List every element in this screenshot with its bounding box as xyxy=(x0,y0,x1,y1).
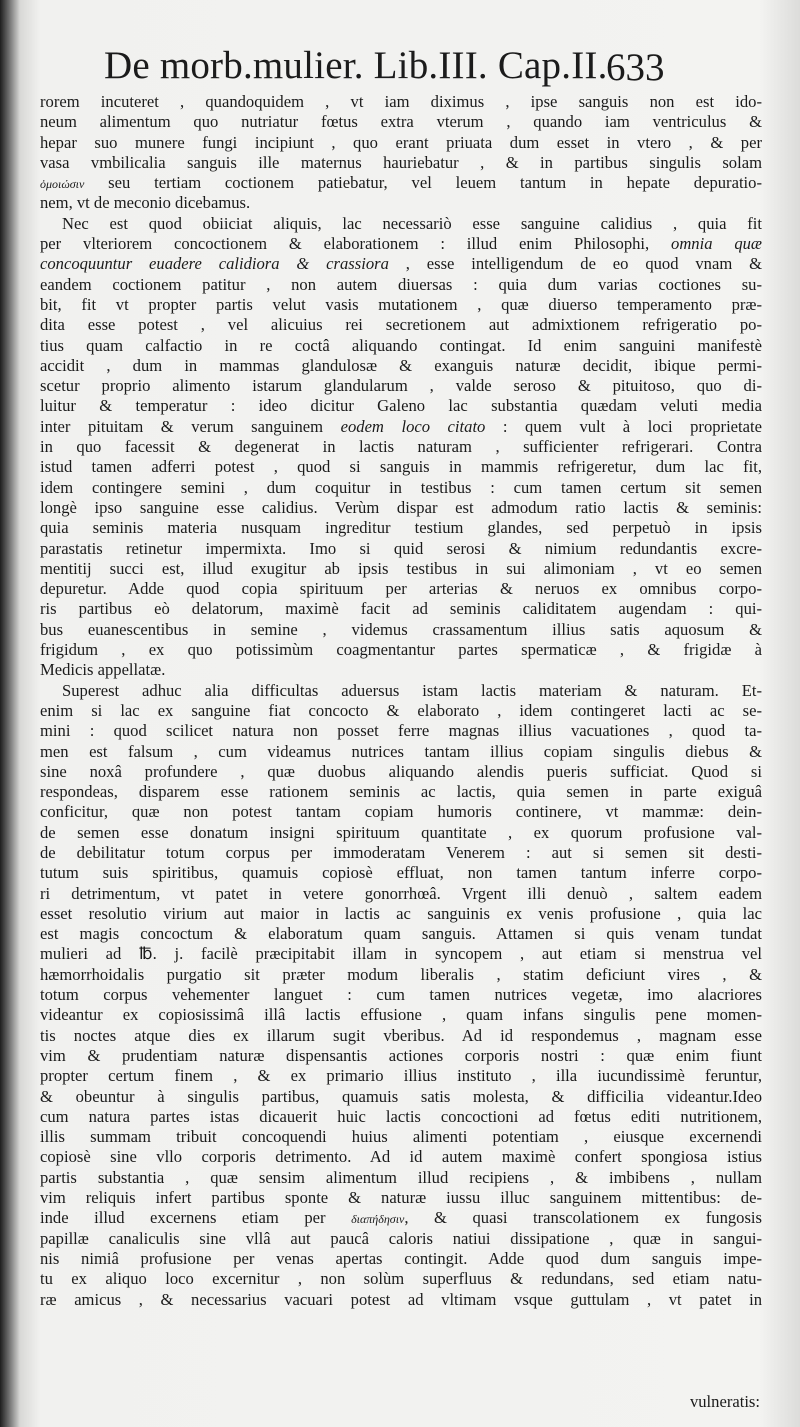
text-fragment: : quem vult à loci proprietate xyxy=(502,416,762,436)
text-fragment: seu tertiam coctionem patiebatur, vel leuem tantum in hepate depuratio- xyxy=(108,173,762,193)
catchword: vulneratis: xyxy=(689,1392,760,1411)
italic-quote: concoquuntur euadere calidiora & crassiora xyxy=(40,254,389,274)
text-line: istud tamen adferri potest , quod si sanguis in mammis refrigeretur, dum lac fit, xyxy=(40,457,762,477)
greek-word: διαπήδησιν xyxy=(351,1212,405,1227)
text-line: est magis concoctum & elaboratum quam sanguis. Attamen si quis venam tundat xyxy=(40,924,762,944)
page-header xyxy=(0,40,800,90)
greek-word: ὁμοιώσιν xyxy=(40,177,85,192)
italic-quote: omnia quæ xyxy=(671,234,762,254)
text-line: hepar suo munere fungi incipiunt , quo erant priuata dum esset in vtero , & per xyxy=(40,132,762,152)
text-line: Superest adhuc alia difficultas aduersus istam lactis materiam & naturam. Et- xyxy=(62,680,762,700)
text-line: parastatis retinetur impermixta. Imo si quid serosi & nimium redundantis excre- xyxy=(40,538,762,558)
running-title: De morb.mulier. Lib.III. Cap.II. xyxy=(104,44,608,87)
text-line: tius quam calfactio in re coctâ aliquando contingat. Id enim sanguini manifestè xyxy=(40,335,762,355)
text-line: vim & prudentiam naturæ dispensantis actiones corporis nostri : quæ enim fiunt xyxy=(40,1045,762,1065)
body-text xyxy=(40,92,762,1310)
text-line: bus euanescentibus in semine , videmus crassamentum illius satis aquosum & xyxy=(40,619,762,639)
text-line: hæmorrhoidalis purgatio sit præter modum liberalis , statim deficiunt vires , & xyxy=(40,964,762,984)
text-line: vim reliquis infert partibus sponte & naturæ iussu illuc sanguinem mittentibus: de- xyxy=(40,1188,762,1208)
text-line: totum corpus vehementer languet : cum tamen nutrices vegetæ, imo alacriores xyxy=(40,985,762,1005)
text-fragment: per vlteriorem concoctionem & elaborationem : illud enim Philosophi, xyxy=(40,234,650,254)
text-line: illis summam tribuit concoquendi huius alimenti potentiam , eiusque excernendi xyxy=(40,1127,762,1147)
text-line: conficitur, quæ non potest tantam copiam humoris continere, vt mammæ: dein- xyxy=(40,802,762,822)
text-line: bit, fit vt propter partis velut vasis mutationem , quæ diuerso temperamento præ- xyxy=(40,294,762,314)
text-line: dita esse potest , vel alicuius rei secretionem aut admixtionem refrigeratio po- xyxy=(40,315,762,335)
text-line: videantur ex copiosissimâ illâ lactis effusione , quam infans singulis pene momen- xyxy=(40,1005,762,1025)
text-line: tu ex aliquo loco excernitur , non solùm superfluus & redundans, sed etiam natu- xyxy=(40,1269,762,1289)
text-line: propter certum finem , & ex primario illius instituto , illa iucundissimè feruntur, xyxy=(40,1066,762,1086)
text-line: nem, vt de meconio dicebamus. xyxy=(40,193,251,213)
text-line: vasa vmbilicalia sanguis ille maternus hauriebatur , & in partibus singulis solam xyxy=(40,152,762,172)
text-line: mini : quod scilicet natura non posset ferre magnas illius vacuationes , quod ta- xyxy=(40,721,762,741)
text-line: quia seminis materia nusquam ingreditur testium glandes, sed perpetuò in ipsis xyxy=(40,518,762,538)
text-line: Nec est quod obiiciat aliquis, lac necessariò esse sanguine calidius , quia fit xyxy=(62,213,762,233)
text-fragment: , & quasi transcolationem ex fungosis xyxy=(404,1208,762,1228)
text-line: copiosè sine vllo corporis detrimento. Ad id autem maximè confert spongiosa istius xyxy=(40,1147,762,1167)
text-line: enim si lac ex sanguine fiat concocto & elaborato , idem contingeret lacti ac se- xyxy=(40,700,762,720)
page-number: 633 xyxy=(606,46,665,89)
text-line: & obeuntur à singulis partibus, quamuis satis molesta, & difficilia videantur.Ideo xyxy=(40,1086,762,1106)
text-line: sine noxâ profundere , quæ duobus aliquando alendis pueris sufficiat. Quod si xyxy=(40,761,762,781)
text-line: longè ipso sanguine esse calidius. Verùm dispar est admodum ratio lactis & seminis: xyxy=(40,497,762,517)
text-line: men est falsum , cum videamus nutrices tantam illius copiam singulis diebus & xyxy=(40,741,762,761)
text-fragment: inde illud excernens etiam per xyxy=(40,1208,326,1228)
text-line: Medicis appellatæ. xyxy=(40,660,166,680)
text-line: papillæ canaliculis sine vllâ aut paucâ caloris natiui dissipatione , quæ in sangui- xyxy=(40,1228,762,1248)
text-line: tis noctes atque dies ex illarum sugit vberibus. Ad id respondemus , magnam esse xyxy=(40,1025,762,1045)
text-line: frigidum , ex quo potissimùm coagmentantur partes spermaticæ , & frigidæ à xyxy=(40,640,762,660)
text-line: tutum suis spiritibus, quamuis copiosè effluat, non tamen tantum inferre corpo- xyxy=(40,863,762,883)
text-line xyxy=(40,173,762,193)
text-line: in quo facessit & degenerat in lactis naturam , sufficienter refrigerari. Contra xyxy=(40,437,762,457)
text-line: esset resolutio virium aut maior in lactis ac sanguinis ex venis profusione , quia lac xyxy=(40,903,762,923)
text-line: ræ amicus , & necessarius vacuari potest ad vltimam vsque guttulam , vt patet in xyxy=(40,1289,762,1309)
text-line: eandem coctionem patitur , non autem diuersas : quia dum varias coctiones su- xyxy=(40,274,762,294)
text-line: respondeas, disparem esse rationem seminis ac lactis, quia semen in parte exiguâ xyxy=(40,782,762,802)
text-fragment: esse intelligendum de eo quod vnam & xyxy=(426,254,762,274)
italic-reference: eodem loco citato xyxy=(340,416,486,436)
text-line: idem contingere semini , dum coquitur in testibus : cum tamen certum sit semen xyxy=(40,477,762,497)
text-fragment: inter pituitam & verum sanguinem xyxy=(40,416,324,436)
text-line: accidit , dum in mammas glandulosæ & exanguis naturæ decidit, ibique permi- xyxy=(40,355,762,375)
text-line: depuretur. Adde quod copia spirituum per arterias & neruos ex omnibus corpo- xyxy=(40,579,762,599)
text-line: partis substantia , quæ sensim alimentum illud recipiens , & imbibens , nullam xyxy=(40,1167,762,1187)
text-line: cum natura partes istas dicauerit huic lactis concoctioni ad fœtus editi nutritionem, xyxy=(40,1106,762,1126)
text-line: nis nimiâ profusione per venas apertas contingit. Adde quod dum sanguis impe- xyxy=(40,1248,762,1268)
text-line: concoquuntur euadere calidiora & crassiora , esse intelligendum de eo quod vnam & xyxy=(40,254,762,274)
text-line: de semen esse donatum insigni spirituum quantitate , ex quorum profusione val- xyxy=(40,822,762,842)
text-line: luitur & temperatur : ideo dicitur Galeno lac substantia quædam veluti media xyxy=(40,396,762,416)
text-line: scetur proprio alimento istarum glandularum , valde seroso & pituitoso, quo di- xyxy=(40,376,762,396)
text-line: ri detrimentum, vt patet in vetere gonorrhœâ. Vrgent illi denuò , saltem eadem xyxy=(40,883,762,903)
text-line: de debilitatur totum corpus per immoderatam Venerem : aut si semen sit desti- xyxy=(40,842,762,862)
text-line: mentitij succi est, illud exugitur ab ipsis testibus in sui alimoniam , vt eo semen xyxy=(40,558,762,578)
text-line xyxy=(40,417,762,437)
text-line xyxy=(40,1208,762,1228)
text-line: mulieri ad ℔. j. facilè præcipitabit illam in syncopem , aut etiam si menstrua vel xyxy=(40,944,762,964)
text-line: rorem incuteret , quandoquidem , vt iam diximus , ipse sanguis non est ido- xyxy=(40,92,762,111)
text-line xyxy=(40,234,762,254)
text-line: ris partibus eò delatorum, maximè facit ad seminis caliditatem augendam : qui- xyxy=(40,599,762,619)
text-line: neum alimentum quo nutriatur fœtus extra vterum , quando iam ventriculus & xyxy=(40,112,762,132)
